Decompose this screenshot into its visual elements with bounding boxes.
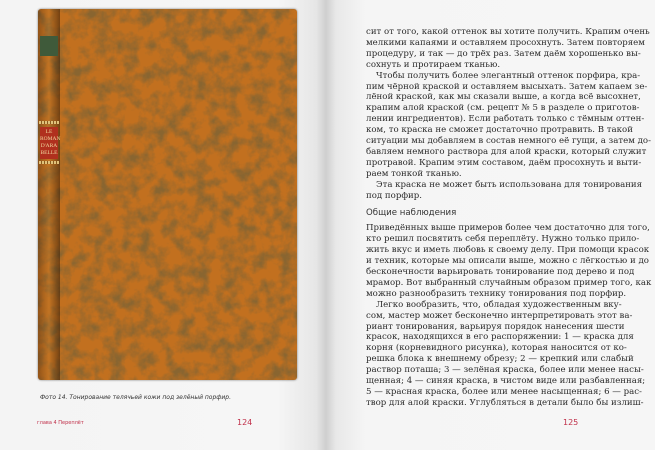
text-line: Легко вообразить, что, обладая художественным вку- bbox=[376, 299, 622, 310]
body-text bbox=[366, 27, 652, 409]
leather-texture bbox=[38, 9, 297, 380]
text-line: корня (корневидного рисунка), которая наносится от ко- bbox=[366, 343, 627, 354]
text-line: красок, находящихся в его распоряжении: 1 — краска для bbox=[366, 332, 634, 343]
text-line: щенная; 4 — синяя краска, в чистом виде или разбавленная; bbox=[366, 376, 646, 387]
paragraph bbox=[366, 223, 652, 299]
text-line: под порфир. bbox=[366, 190, 423, 201]
text-line: раем тонкой тканью. bbox=[366, 168, 462, 179]
text-line: процедуру, и так — до трёх раз. Затем даём хорошенько вы- bbox=[366, 48, 641, 59]
text-line: 5 — красная краска, более или менее насыщенная; 6 — рас- bbox=[366, 387, 642, 397]
text-line: крапим алой краской (см. рецепт № 5 в разделе о приготов- bbox=[366, 103, 640, 114]
text-line: жить вкус и иметь любовь к своему делу. При помощи красок bbox=[366, 245, 650, 256]
text-line: ситуации мы добавляем в состав немного её гущи, а затем до- bbox=[366, 136, 651, 147]
text-line: раствор поташа; 3 — зелёная краска, более или менее насы- bbox=[366, 365, 644, 376]
paragraph bbox=[366, 179, 643, 202]
page-number-left: 124 bbox=[237, 418, 253, 427]
spine-upper-label bbox=[40, 36, 58, 56]
paragraph bbox=[366, 299, 646, 409]
text-line: Приведённых выше примеров более чем достаточно для того, bbox=[366, 223, 650, 234]
text-line: сохнуть и протираем тканью. bbox=[366, 59, 501, 70]
book-spine bbox=[38, 9, 60, 380]
book-photo bbox=[38, 9, 297, 380]
text-line: риант тонирования, варьируя порядок нанесения шести bbox=[366, 321, 625, 332]
paragraph bbox=[366, 27, 650, 71]
photo-caption: Фото 14. Тонирование телячьей кожи под зелёный порфир. bbox=[40, 394, 232, 401]
page-number-right: 125 bbox=[563, 418, 579, 427]
text-line: твор для алой краски. Углубляться в детали было бы излиш- bbox=[366, 397, 644, 408]
spine-gilt-band bbox=[39, 121, 59, 124]
spine-text: ROMAN bbox=[40, 136, 61, 142]
text-line: Чтобы получить более элегантный оттенок порфира, кра- bbox=[376, 70, 641, 81]
running-footer-chapter: глава 4 Переплёт bbox=[37, 420, 84, 426]
text-line: кто решил посвятить себя переплёту. Нужно только прило- bbox=[366, 234, 640, 245]
text-line: лёной краской, как мы сказали выше, а когда всё высохнет, bbox=[366, 92, 641, 103]
spine-text: D'ARA bbox=[40, 143, 58, 149]
text-line: мрамор. Вот выбранный случайным образом пример того, как bbox=[366, 277, 652, 288]
text-line: ком, то краска не сможет достаточно протравить. В такой bbox=[366, 125, 633, 136]
text-line: лении ингредиентов). Если работать только с тёмным оттен- bbox=[366, 114, 645, 125]
spine-text: LE bbox=[45, 129, 53, 135]
text-line: бавляем немного раствора для алой краски, который служит bbox=[366, 146, 647, 157]
text-line: сом, мастер может бесконечно интерпретировать этот ва- bbox=[366, 310, 633, 321]
section-heading: Общие наблюдения bbox=[366, 207, 457, 218]
text-line: Эта краска не может быть использована для тонирования bbox=[376, 179, 643, 190]
paragraph bbox=[366, 70, 651, 180]
text-line: и техник, которые мы описали выше, можно с лёгкостью и до bbox=[366, 256, 649, 267]
text-line: протравой. Крапим этим составом, даём просохнуть и выти- bbox=[366, 157, 642, 168]
text-line: бесконечности варьировать тонирование под дерево и под bbox=[366, 267, 635, 278]
left-page bbox=[0, 0, 326, 450]
text-line: пим чёрной краской и оставляем высыхать. Затем капаем зе- bbox=[366, 81, 648, 92]
text-line: решка блока к внешнему обрезу; 2 — крепкий или слабый bbox=[366, 354, 634, 365]
spine-text: BELLE bbox=[40, 150, 58, 156]
text-line: можно разнообразить технику тонирования под порфир. bbox=[366, 288, 627, 299]
text-line: сит от того, какой оттенок вы хотите получить. Крапим очень bbox=[366, 27, 650, 37]
spine-title-label bbox=[40, 127, 61, 159]
text-line: мелкими капаями и оставляем просохнуть. Затем повторяем bbox=[366, 37, 645, 48]
spine-gilt-band bbox=[39, 161, 59, 164]
